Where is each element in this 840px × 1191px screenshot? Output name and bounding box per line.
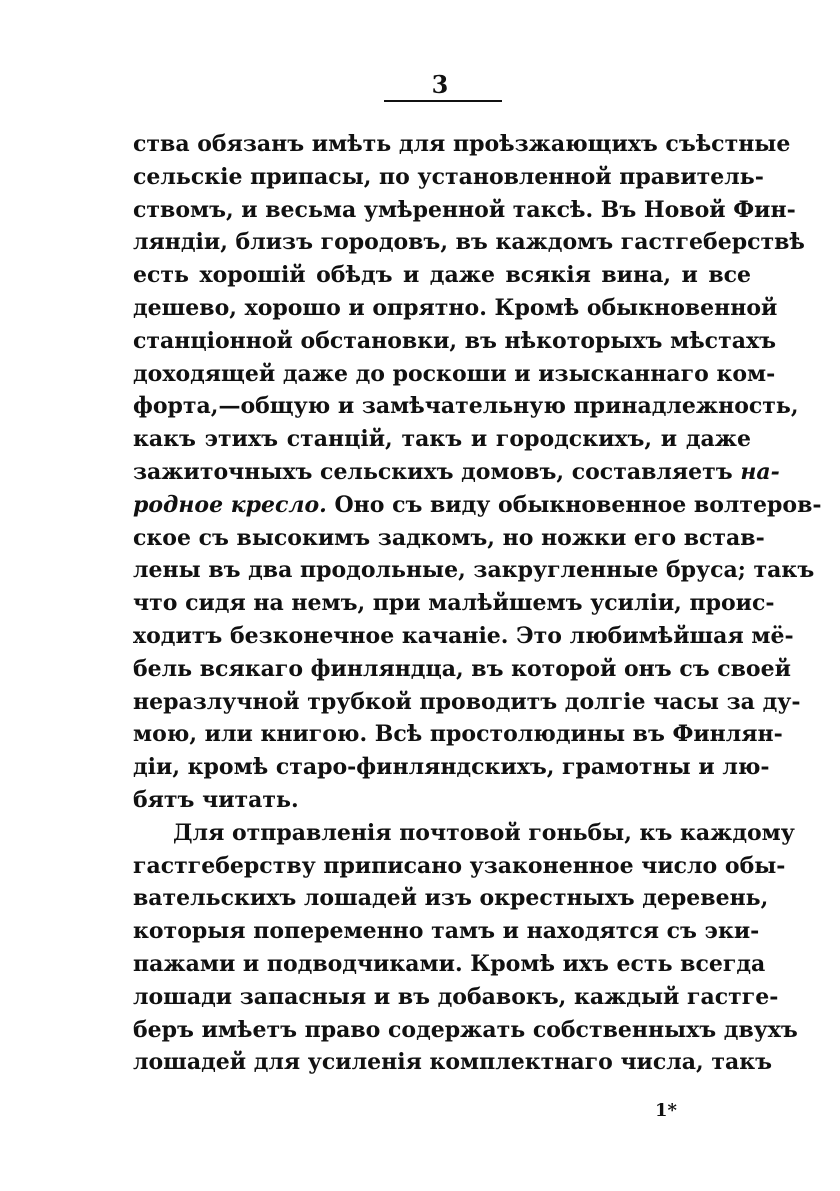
text-line: беръ имѣетъ право содержать собственныхъ двухъ	[133, 1016, 798, 1043]
text-line: вательскихъ лошадей изъ окрестныхъ деревень,	[133, 885, 769, 912]
text-line: бятъ читать.	[133, 786, 299, 813]
text-line: ское съ высокимъ задкомъ, но ножки его встав-	[133, 524, 765, 551]
text-line: неразлучной трубкой проводитъ долгіе часы за ду-	[133, 688, 801, 715]
page-number: 3	[431, 70, 449, 99]
text-line: сельскіе припасы, по установленной правитель-	[133, 163, 764, 190]
text-line: лошади запасныя и въ добавокъ, каждый гастге-	[133, 983, 779, 1010]
text-line: гастгеберству приписано узаконенное число обы-	[133, 852, 786, 879]
text-line: лошадей для усиленія комплектнаго числа, такъ	[133, 1049, 773, 1076]
text-line: которыя попеременно тамъ и находятся съ эки-	[133, 918, 760, 945]
text-line: ства обязанъ имѣть для проѣзжающихъ съѣстные	[133, 131, 791, 157]
text-line: есть хорошій обѣдъ и даже всякія вина, и все	[133, 262, 751, 289]
text-line: лены въ два продольные, закругленные бруса; такъ	[133, 557, 815, 584]
text-line: мою, или книгою. Всѣ простолюдины въ Финлян-	[133, 721, 783, 748]
text-line-with-italic: родное кресло. Оно съ виду обыкновенное волтеров-	[133, 491, 822, 518]
header-rule	[384, 100, 502, 102]
text-line: станціонной обстановки, въ нѣкоторыхъ мѣстахъ	[133, 327, 776, 354]
text-line: пажами и подводчиками. Кромѣ ихъ есть всегда	[133, 950, 766, 977]
text-line: доходящей даже до роскоши и изысканнаго ком-	[133, 360, 776, 387]
text-line: что сидя на немъ, при малѣйшемъ усиліи, проис-	[133, 590, 775, 617]
text-line: ляндіи, близъ городовъ, въ каждомъ гастгеберствѣ	[133, 229, 805, 256]
italic-term: родное кресло.	[133, 491, 327, 518]
text-line: форта,—общую и замѣчательную принадлежность,	[133, 393, 799, 420]
text-line: какъ этихъ станцій, такъ и городскихъ, и даже	[133, 426, 751, 453]
text-line-with-italic: зажиточныхъ сельскихъ домовъ, составляетъ на-	[133, 458, 780, 485]
text-line: діи, кромѣ старо-финляндскихъ, грамотны и лю-	[133, 754, 770, 781]
printer-signature-mark: 1*	[655, 1100, 677, 1121]
paragraph-first-line: Для отправленія почтовой гоньбы, къ каждому	[173, 819, 795, 846]
body-text	[133, 128, 822, 1079]
text-line: дешево, хорошо и опрятно. Кромѣ обыкновенной	[133, 294, 778, 321]
text-line: ходитъ безконечное качаніе. Это любимѣйшая мё-	[133, 622, 794, 649]
italic-term: на-	[740, 458, 780, 485]
text-line: ствомъ, и весьма умѣренной таксѣ. Въ Новой Фин-	[133, 196, 796, 223]
text-line: бель всякаго финляндца, въ которой онъ съ своей	[133, 655, 791, 682]
